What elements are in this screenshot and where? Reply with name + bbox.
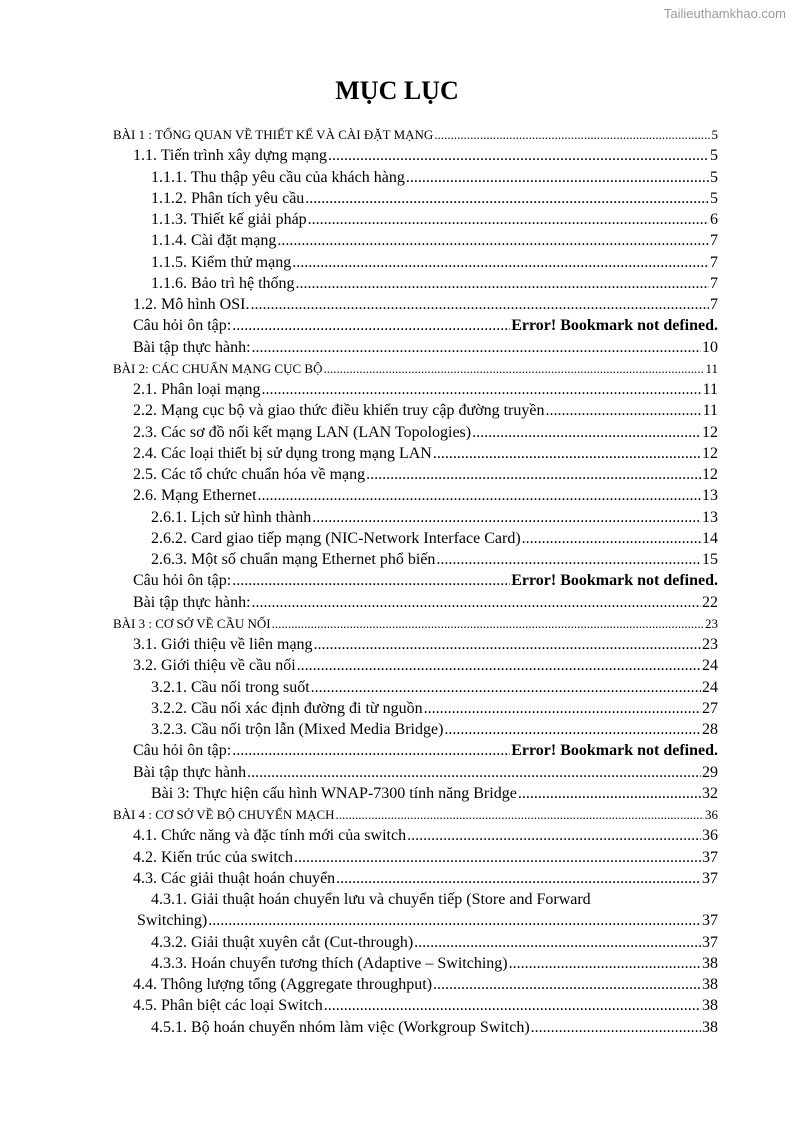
dot-leader	[262, 379, 702, 400]
toc-entry-text: 4.1. Chức năng và đặc tính mới của switch	[133, 827, 407, 845]
toc-entry-text: 1.1.5. Kiểm thử mạng	[151, 253, 292, 271]
toc-entry[interactable]	[0, 719, 794, 740]
toc-entry-page: 23	[705, 615, 718, 631]
toc-entry-text: Câu hỏi ôn tập:	[133, 572, 232, 590]
toc-entry[interactable]	[0, 592, 794, 613]
toc-entry[interactable]	[0, 889, 794, 932]
toc-entry-page: 24	[702, 657, 718, 675]
toc-entry-page: 13	[702, 487, 718, 505]
dot-leader	[444, 719, 701, 740]
toc-entry-page: 22	[702, 593, 718, 611]
toc-entry-page: 12	[702, 423, 718, 441]
toc-entry[interactable]	[0, 464, 794, 485]
dot-leader	[424, 698, 701, 719]
toc-entry-text: 1.1. Tiến trình xây dựng mạng	[133, 147, 328, 165]
toc-entry-page: 38	[702, 954, 718, 972]
dot-leader	[312, 507, 701, 528]
toc-entry-page: 37	[702, 912, 718, 930]
toc-entry[interactable]	[0, 422, 794, 443]
toc-entry-page: 15	[702, 551, 718, 568]
toc-entry-text: BÀI 3 : CƠ SỞ VỀ CẦU NỐI	[113, 615, 271, 631]
toc-entry-page: 12	[702, 466, 718, 483]
toc-entry-page: 7	[710, 253, 718, 271]
dot-leader	[314, 634, 701, 655]
toc-entry-text: 1.1.3. Thiết kế giải pháp	[151, 211, 307, 228]
dot-leader	[258, 485, 701, 506]
toc-entry-page: 36	[702, 827, 718, 845]
toc-entry-error: Error! Bookmark not defined.	[511, 572, 718, 590]
toc-entry-text: BÀI 2: CÁC CHUẨN MẠNG CỤC BỘ	[113, 360, 323, 376]
toc-entry-text: 2.1. Phân loại mạng	[133, 381, 261, 398]
toc-entry-text: 2.6. Mạng Ethernet	[133, 487, 257, 505]
dot-leader	[296, 273, 709, 294]
toc-entry-text: 4.3.1. Giải thuật hoán chuyển lưu và chuyển tiếp (Store and Forward	[151, 891, 591, 908]
toc-entry-error: Error! Bookmark not defined.	[511, 317, 718, 335]
toc-entry-page: 6	[710, 211, 718, 228]
toc-entry[interactable]	[0, 294, 794, 315]
toc-entry[interactable]	[0, 379, 794, 400]
toc-entry-page: 24	[702, 678, 718, 696]
dot-leader	[324, 995, 701, 1016]
toc-entry[interactable]	[0, 762, 794, 783]
toc-entry-page: 14	[702, 529, 718, 547]
dot-leader	[292, 252, 709, 273]
toc-entry-text: 3.2.2. Cầu nối xác định đường đi từ nguồn	[151, 699, 423, 717]
toc-entry-text: Bài 3: Thực hiện cấu hình WNAP-7300 tính năng Bridge	[151, 784, 517, 802]
dot-leader	[247, 762, 701, 783]
dot-leader	[518, 783, 701, 804]
toc-entry-page: 7	[710, 232, 718, 250]
toc-entry-text: BÀI 1 : TỔNG QUAN VỀ THIẾT KẾ VÀ CÀI ĐẶT MẠNG	[113, 127, 434, 142]
toc-entry-text: 2.6.3. Một số chuẩn mạng Ethernet phổ biến	[151, 551, 436, 568]
toc-entry-page: 5	[711, 127, 718, 142]
toc-entry-page: 5	[710, 147, 718, 165]
toc-entry-page: 23	[702, 636, 718, 653]
toc-entry[interactable]	[0, 549, 794, 570]
dot-leader	[232, 740, 510, 761]
toc-entry[interactable]	[0, 847, 794, 868]
toc-entry[interactable]	[0, 252, 794, 273]
toc-entry[interactable]	[0, 783, 794, 804]
toc-entry-text: 1.1.2. Phân tích yêu cầu	[151, 189, 305, 207]
toc-entry[interactable]	[0, 167, 794, 188]
toc-entry[interactable]	[0, 124, 794, 145]
toc-entry-page: 5	[710, 168, 718, 186]
toc-entry-text: 1.1.4. Cài đặt mạng	[151, 232, 277, 250]
dot-leader	[252, 337, 701, 358]
toc-entry-text: Bài tập thực hành:	[133, 593, 251, 611]
toc-entry-page: 38	[702, 997, 718, 1015]
dot-leader	[531, 1017, 701, 1038]
watermark: Tailieuthamkhao.com	[663, 6, 786, 21]
dot-leader	[406, 167, 709, 188]
toc-entry-text: 2.5. Các tổ chức chuẩn hóa về mạng	[133, 466, 366, 483]
toc-entry-text: 2.6.1. Lịch sử hình thành	[151, 508, 312, 526]
dot-leader	[308, 209, 709, 230]
toc-entry[interactable]	[0, 932, 794, 953]
toc-entry-page: 32	[702, 784, 718, 802]
toc-entry-text: 1.1.6. Bảo trì hệ thống	[151, 274, 295, 292]
toc-entry-page: 27	[702, 699, 718, 717]
toc-entry[interactable]	[0, 953, 794, 974]
toc-entry-text: 3.2. Giới thiệu về cầu nối	[133, 657, 296, 675]
toc-entry[interactable]	[0, 655, 794, 676]
toc-entry[interactable]	[0, 1017, 794, 1038]
toc-entry-text: Switching)	[137, 912, 208, 930]
table-of-contents	[0, 124, 794, 1038]
toc-entry[interactable]	[0, 485, 794, 506]
toc-entry-page: 10	[702, 338, 718, 356]
dot-leader	[414, 932, 701, 953]
toc-entry-text: 1.2. Mô hình OSI.	[133, 296, 250, 313]
toc-entry[interactable]	[0, 528, 794, 549]
dot-leader	[328, 145, 709, 166]
dot-leader	[366, 464, 701, 485]
page-title: MỤC LỤC	[335, 76, 459, 105]
toc-entry[interactable]	[0, 995, 794, 1016]
toc-entry-text: Câu hỏi ôn tập:	[133, 742, 232, 760]
toc-entry-error: Error! Bookmark not defined.	[511, 742, 718, 760]
toc-entry-text: 2.4. Các loại thiết bị sử dụng trong mạng LAN	[133, 444, 432, 462]
dot-leader	[407, 825, 701, 846]
toc-entry[interactable]	[0, 974, 794, 995]
toc-entry-text: 4.3.3. Hoán chuyển tương thích (Adaptive – Switching)	[151, 954, 508, 972]
toc-entry[interactable]	[0, 188, 794, 209]
dot-leader	[277, 230, 709, 251]
dot-leader	[208, 910, 701, 931]
toc-entry-text: Câu hỏi ôn tập:	[133, 317, 232, 335]
dot-leader	[472, 422, 701, 443]
toc-entry-text: 4.5. Phân biệt các loại Switch	[133, 997, 323, 1015]
toc-entry-page: 28	[702, 721, 718, 738]
toc-entry-text: 3.2.1. Cầu nối trong suốt	[151, 678, 310, 696]
toc-entry[interactable]	[0, 400, 794, 421]
toc-entry[interactable]	[0, 634, 794, 655]
dot-leader	[433, 974, 701, 995]
toc-entry-page: 13	[702, 508, 718, 526]
toc-entry-text: 3.2.3. Cầu nối trộn lẫn (Mixed Media Bridge)	[151, 721, 444, 738]
dot-leader	[323, 358, 704, 379]
toc-entry-text: Bài tập thực hành:	[133, 338, 251, 356]
dot-leader	[232, 315, 510, 336]
dot-leader	[433, 443, 701, 464]
dot-leader	[294, 847, 701, 868]
toc-entry-page: 7	[710, 296, 718, 313]
toc-entry-page: 36	[705, 807, 718, 822]
toc-entry-text: 2.3. Các sơ đồ nối kết mạng LAN (LAN Topologies)	[133, 423, 472, 441]
toc-entry[interactable]	[0, 740, 794, 761]
toc-entry[interactable]	[0, 507, 794, 528]
toc-entry[interactable]	[0, 868, 794, 889]
toc-entry-text: Bài tập thực hành	[133, 763, 247, 781]
toc-entry-text: 4.2. Kiến trúc của switch	[133, 848, 293, 866]
dot-leader	[436, 549, 701, 570]
dot-leader	[509, 953, 701, 974]
toc-entry-text: 4.5.1. Bộ hoán chuyển nhóm làm việc (Workgroup Switch)	[151, 1018, 530, 1036]
toc-entry-text: 4.3. Các giải thuật hoán chuyển	[133, 869, 336, 887]
toc-entry[interactable]	[0, 337, 794, 358]
toc-entry[interactable]	[0, 613, 794, 634]
dot-leader	[232, 570, 510, 591]
toc-entry[interactable]	[0, 825, 794, 846]
toc-entry-page: 29	[702, 763, 718, 781]
toc-entry[interactable]	[0, 145, 794, 166]
dot-leader	[311, 677, 701, 698]
dot-leader	[434, 124, 710, 145]
dot-leader	[522, 528, 701, 549]
dot-leader	[272, 613, 704, 634]
toc-entry-text: 4.4. Thông lượng tổng (Aggregate throughput)	[133, 976, 433, 993]
toc-entry[interactable]	[0, 358, 794, 379]
toc-entry-page: 37	[702, 848, 718, 866]
toc-entry-page: 12	[702, 444, 718, 462]
toc-entry[interactable]	[0, 698, 794, 719]
toc-entry-page: 38	[702, 1018, 718, 1036]
toc-entry[interactable]	[0, 273, 794, 294]
toc-entry[interactable]	[0, 230, 794, 251]
toc-entry-page: 37	[702, 933, 718, 951]
toc-entry[interactable]	[0, 677, 794, 698]
dot-leader	[252, 592, 701, 613]
toc-entry-page: 11	[702, 381, 718, 398]
toc-entry-text: 2.6.2. Card giao tiếp mạng (NIC-Network Interface Card)	[151, 529, 521, 547]
toc-entry-text: BÀI 4 : CƠ SỞ VỀ BỘ CHUYỂN MẠCH	[113, 807, 335, 822]
toc-entry-text: 3.1. Giới thiệu về liên mạng	[133, 636, 313, 653]
toc-entry-page: 11	[705, 360, 718, 376]
toc-entry[interactable]	[0, 570, 794, 591]
dot-leader	[305, 188, 709, 209]
toc-entry[interactable]	[0, 315, 794, 336]
toc-entry[interactable]	[0, 209, 794, 230]
toc-entry[interactable]	[0, 443, 794, 464]
toc-entry-text: 1.1.1. Thu thập yêu cầu của khách hàng	[151, 168, 405, 186]
dot-leader	[297, 655, 701, 676]
dot-leader	[250, 294, 709, 315]
toc-entry-text: 4.3.2. Giải thuật xuyên cắt (Cut-through)	[151, 933, 414, 951]
toc-entry[interactable]	[0, 804, 794, 825]
toc-entry-page: 37	[702, 869, 718, 887]
toc-entry-page: 5	[710, 189, 718, 207]
toc-entry-page: 7	[710, 274, 718, 292]
toc-entry-page: 11	[702, 402, 718, 420]
dot-leader	[545, 400, 701, 421]
toc-entry-text: 2.2. Mạng cục bộ và giao thức điều khiển truy cập đường truyền	[133, 402, 545, 420]
toc-entry-page: 38	[702, 976, 718, 993]
dot-leader	[336, 868, 701, 889]
dot-leader	[336, 804, 704, 825]
